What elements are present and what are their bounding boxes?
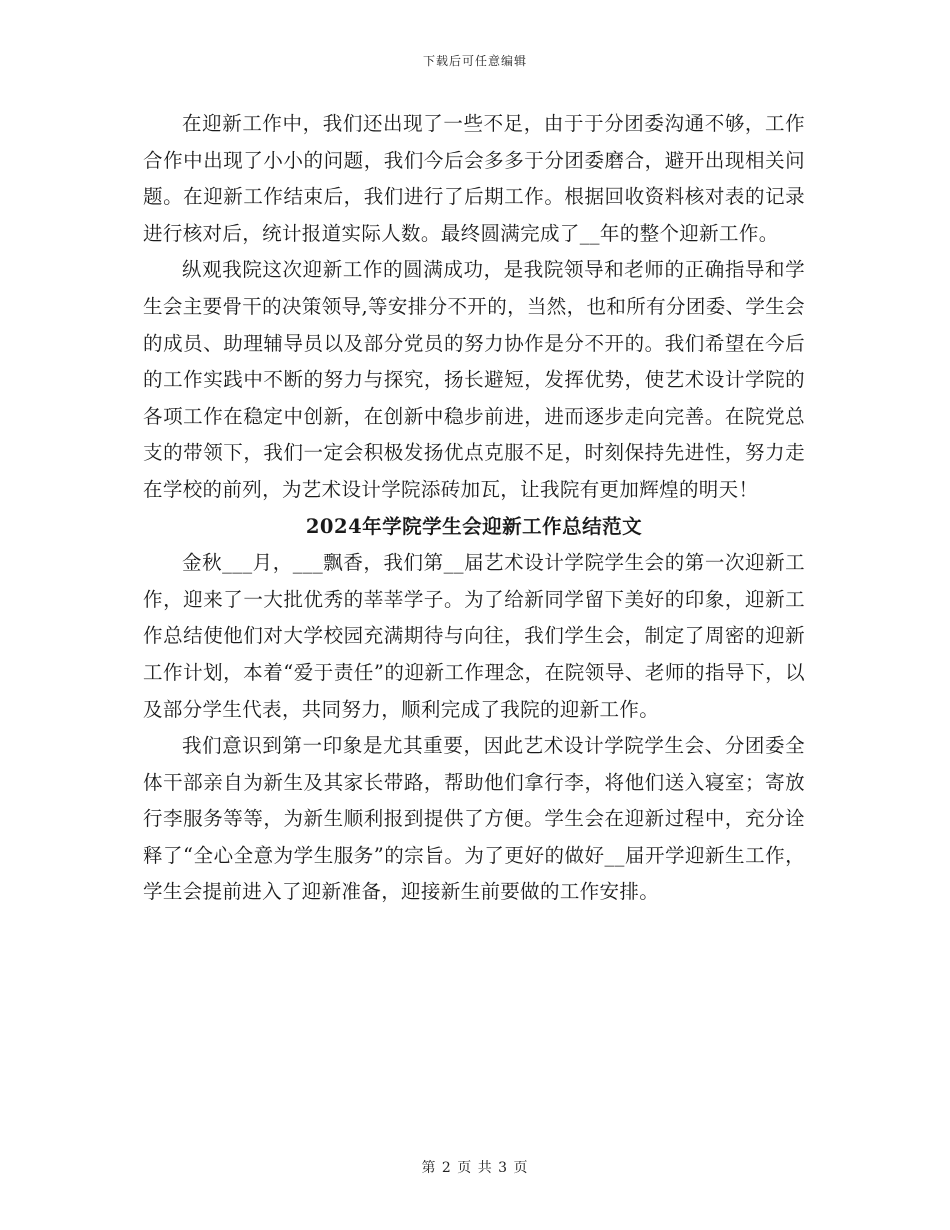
page-header: 下载后可任意编辑: [422, 54, 527, 68]
section-title: 2024年学院学生会迎新工作总结范文: [305, 514, 643, 538]
paragraph-shortcomings: 在迎新工作中，我们还出现了一些不足，由于于分团委沟通不够，工作合作中出现了小小的问题，我们今后会多多于分团委磨合，避开出现相关问题。在迎新工作结束后，我们进行了后期工作。根据回收资料核对表的记录进行核对后，统计报道实际人数。最终圆满完成了__年的整个迎新工作。: [143, 112, 805, 245]
page-footer: 第 2 页 共 3 页: [421, 1160, 529, 1176]
paragraph-first-impression: 我们意识到第一印象是尤其重要，因此艺术设计学院学生会、分团委全体干部亲自为新生及其家长带路，帮助他们拿行李，将他们送入寝室；寄放行李服务等等，为新生顺利报到提供了方便。学生会在迎新过程中，充分诠释了“全心全意为学生服务”的宗旨。为了更好的做好__届开学迎新生工作，学生会提前进入了迎新准备，迎接新生前要做的工作安排。: [143, 734, 805, 904]
paragraph-intro: 金秋___月，___飘香，我们第__届艺术设计学院学生会的第一次迎新工作，迎来了一大批优秀的莘莘学子。为了给新同学留下美好的印象，迎新工作总结使他们对大学校园充满期待与向往，我们学生会，制定了周密的迎新工作计划，本着“爱于责任”的迎新工作理念，在院领导、老师的指导下，以及部分学生代表，共同努力，顺利完成了我院的迎新工作。: [143, 551, 805, 721]
document-body: [143, 106, 805, 911]
paragraph-conclusion: 纵观我院这次迎新工作的圆满成功，是我院领导和老师的正确指导和学生会主要骨干的决策领导,等安排分不开的，当然，也和所有分团委、学生会的成员、助理辅导员以及部分党员的努力协作是分不开的。我们希望在今后的工作实践中不断的努力与探究，扬长避短，发挥优势，使艺术设计学院的各项工作在稳定中创新，在创新中稳步前进，进而逐步走向完善。在院党总支的带领下，我们一定会积极发扬优点克服不足，时刻保持先进性，努力走在学校的前列，为艺术设计学院添砖加瓦，让我院有更加辉煌的明天！: [143, 258, 805, 501]
